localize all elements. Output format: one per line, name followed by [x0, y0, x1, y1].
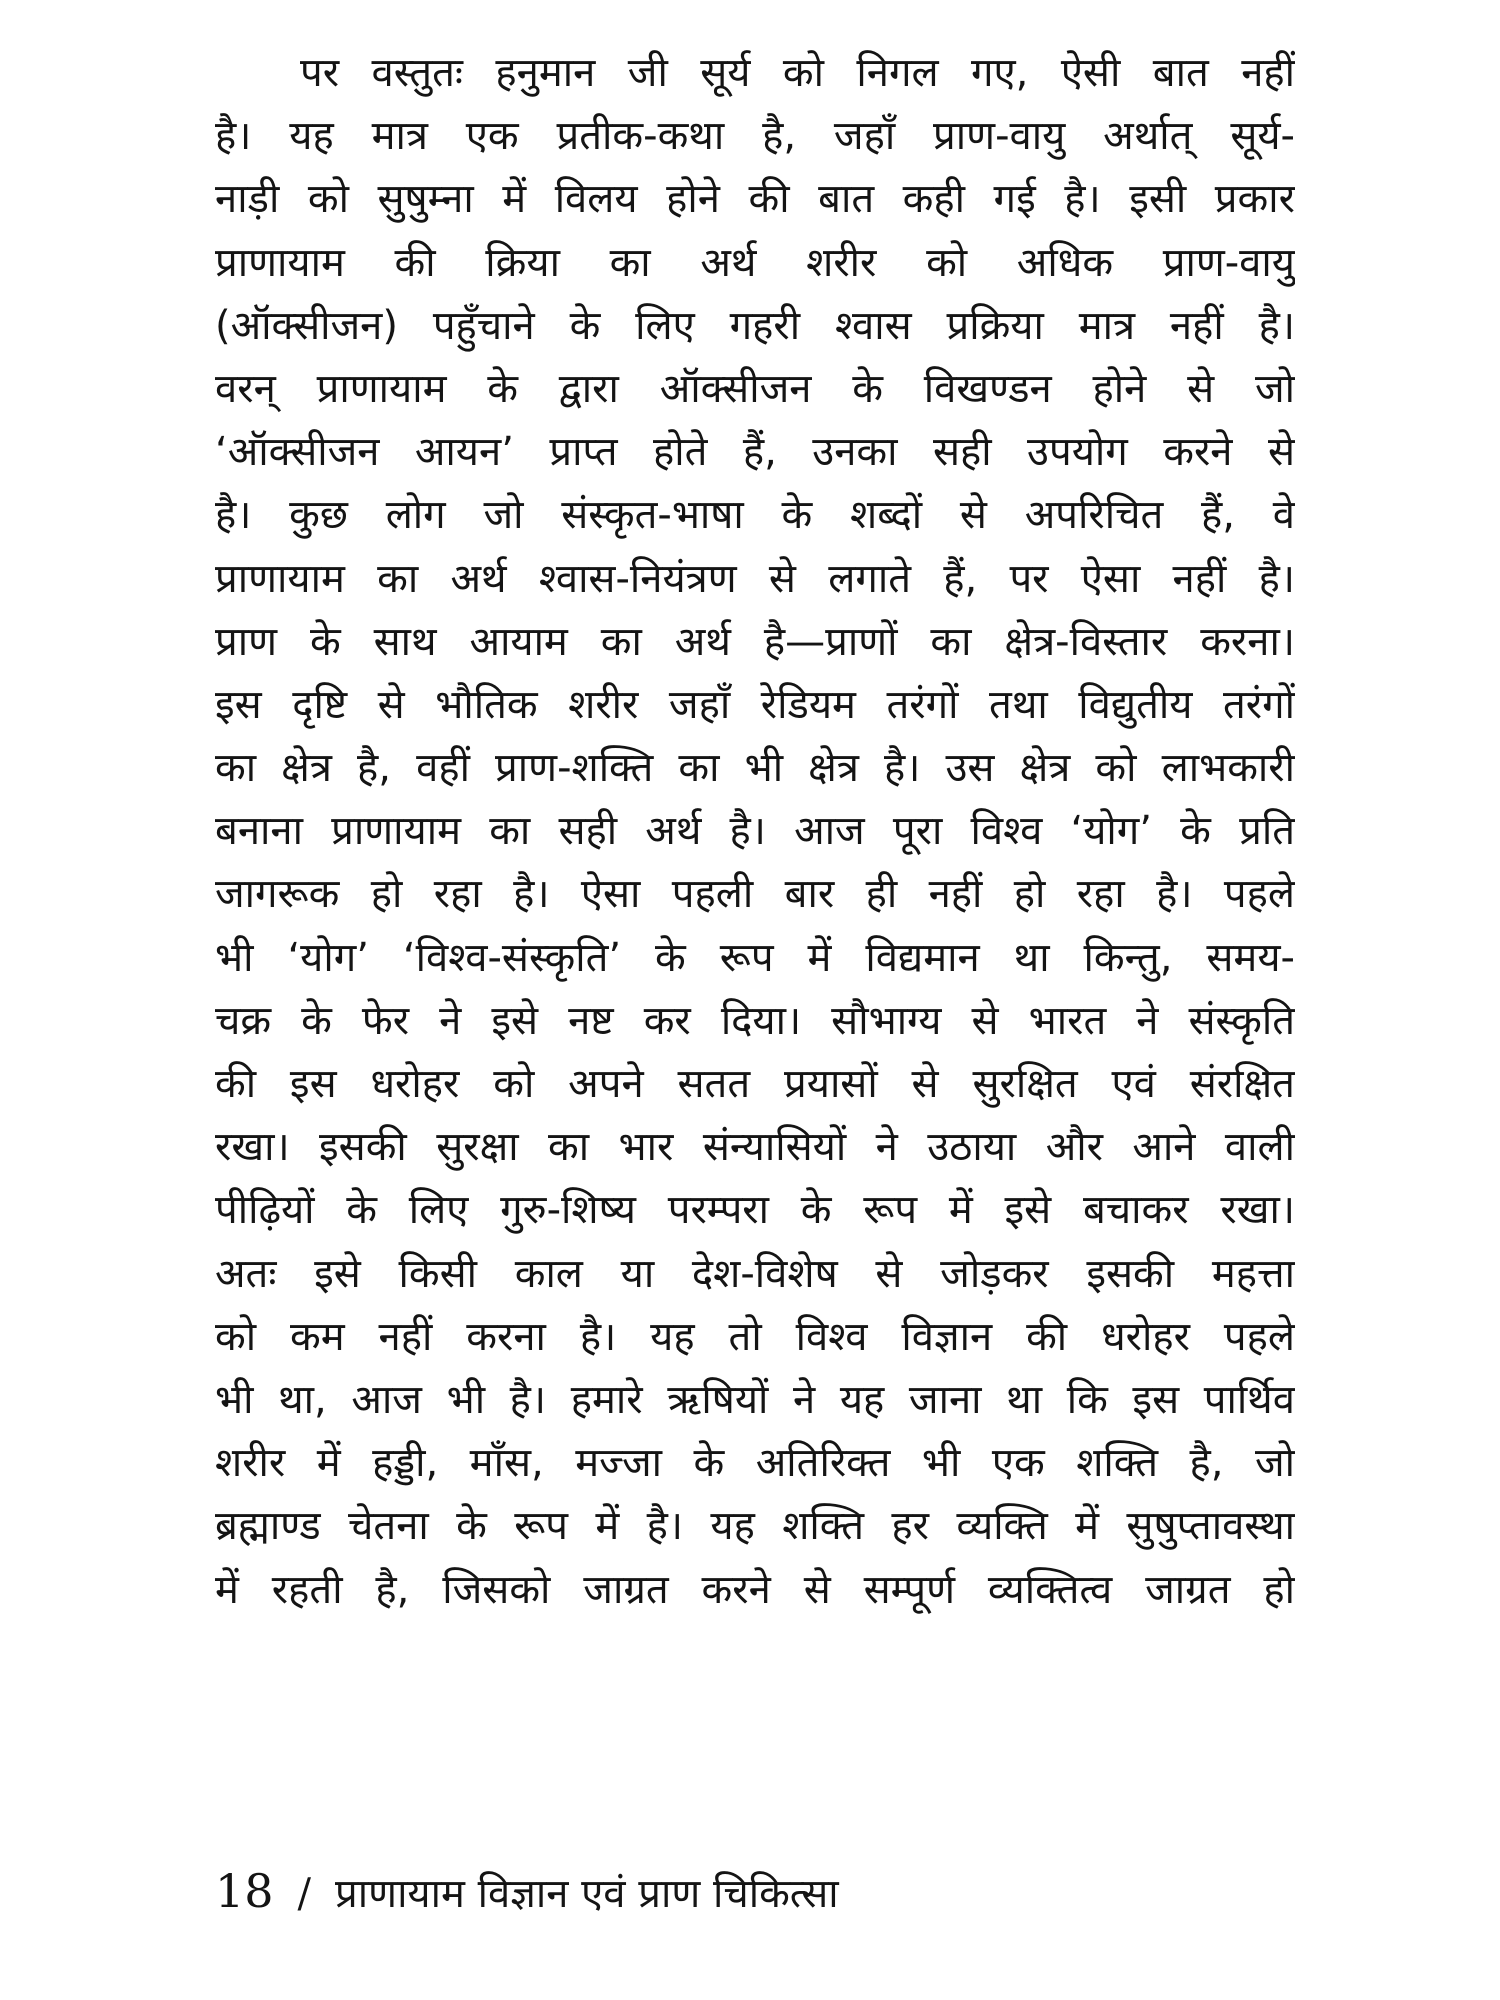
text-line: शरीर में हड्डी, माँस, मज्जा के अतिरिक्त भी एक शक्ति है, जो [215, 1440, 1295, 1487]
text-line: है। कुछ लोग जो संस्कृत-भाषा के शब्दों से अपरिचित हैं, वे [215, 492, 1295, 539]
page-number: 18 [215, 1864, 274, 1918]
text-line: प्राणायाम का अर्थ श्वास-नियंत्रण से लगाते हैं, पर ऐसा नहीं है। [215, 555, 1295, 602]
text-line: इस दृष्टि से भौतिक शरीर जहाँ रेडियम तरंगों तथा विद्युतीय तरंगों [215, 681, 1295, 728]
footer-separator: / [297, 1871, 312, 1917]
text-line: ‘ऑक्सीजन आयन’ प्राप्त होते हैं, उनका सही उपयोग करने से [215, 429, 1295, 476]
text-line: में रहती है, जिसको जाग्रत करने से सम्पूर्ण व्यक्तित्व जाग्रत हो [215, 1566, 1295, 1613]
text-line: वरन् प्राणायाम के द्वारा ऑक्सीजन के विखण्डन होने से जो [215, 365, 1295, 412]
text-line: नाड़ी को सुषुम्ना में विलय होने की बात कही गई है। इसी प्रकार [215, 176, 1295, 223]
text-line: भी था, आज भी है। हमारे ऋषियों ने यह जाना था कि इस पार्थिव [215, 1376, 1295, 1423]
text-line: को कम नहीं करना है। यह तो विश्व विज्ञान की धरोहर पहले [215, 1313, 1295, 1360]
text-line: पर वस्तुतः हनुमान जी सूर्य को निगल गए, ऐसी बात नहीं [300, 50, 1295, 96]
text-line: (ऑक्सीजन) पहुँचाने के लिए गहरी श्वास प्रक्रिया मात्र नहीं है। [215, 302, 1295, 349]
text-line: है। यह मात्र एक प्रतीक-कथा है, जहाँ प्राण-वायु अर्थात् सूर्य- [215, 113, 1295, 160]
text-line: जागरूक हो रहा है। ऐसा पहली बार ही नहीं हो रहा है। पहले [215, 871, 1295, 918]
text-line: का क्षेत्र है, वहीं प्राण-शक्ति का भी क्षेत्र है। उस क्षेत्र को लाभकारी [215, 745, 1295, 792]
text-line: बनाना प्राणायाम का सही अर्थ है। आज पूरा विश्व ‘योग’ के प्रति [215, 808, 1295, 855]
text-line: की इस धरोहर को अपने सतत प्रयासों से सुरक्षित एवं संरक्षित [215, 1061, 1295, 1107]
text-line: अतः इसे किसी काल या देश-विशेष से जोड़कर इसकी महत्ता [215, 1250, 1295, 1297]
text-line: रखा। इसकी सुरक्षा का भार संन्यासियों ने उठाया और आने वाली [215, 1124, 1295, 1171]
text-line: भी ‘योग’ ‘विश्व-संस्कृति’ के रूप में विद्यमान था किन्तु, समय- [215, 934, 1295, 981]
text-line: पीढ़ियों के लिए गुरु-शिष्य परम्परा के रूप में इसे बचाकर रखा। [215, 1187, 1295, 1234]
text-line: प्राणायाम की क्रिया का अर्थ शरीर को अधिक प्राण-वायु [215, 239, 1295, 286]
page-footer [215, 1858, 839, 1924]
text-line: प्राण के साथ आयाम का अर्थ है—प्राणों का क्षेत्र-विस्तार करना। [215, 618, 1295, 665]
body-paragraph [215, 42, 1295, 1622]
text-line: चक्र के फेर ने इसे नष्ट कर दिया। सौभाग्य से भारत ने संस्कृति [215, 997, 1295, 1044]
text-line: ब्रह्माण्ड चेतना के रूप में है। यह शक्ति हर व्यक्ति में सुषुप्तावस्था [215, 1503, 1295, 1550]
running-book-title: प्राणायाम विज्ञान एवं प्राण चिकित्सा [335, 1871, 839, 1917]
